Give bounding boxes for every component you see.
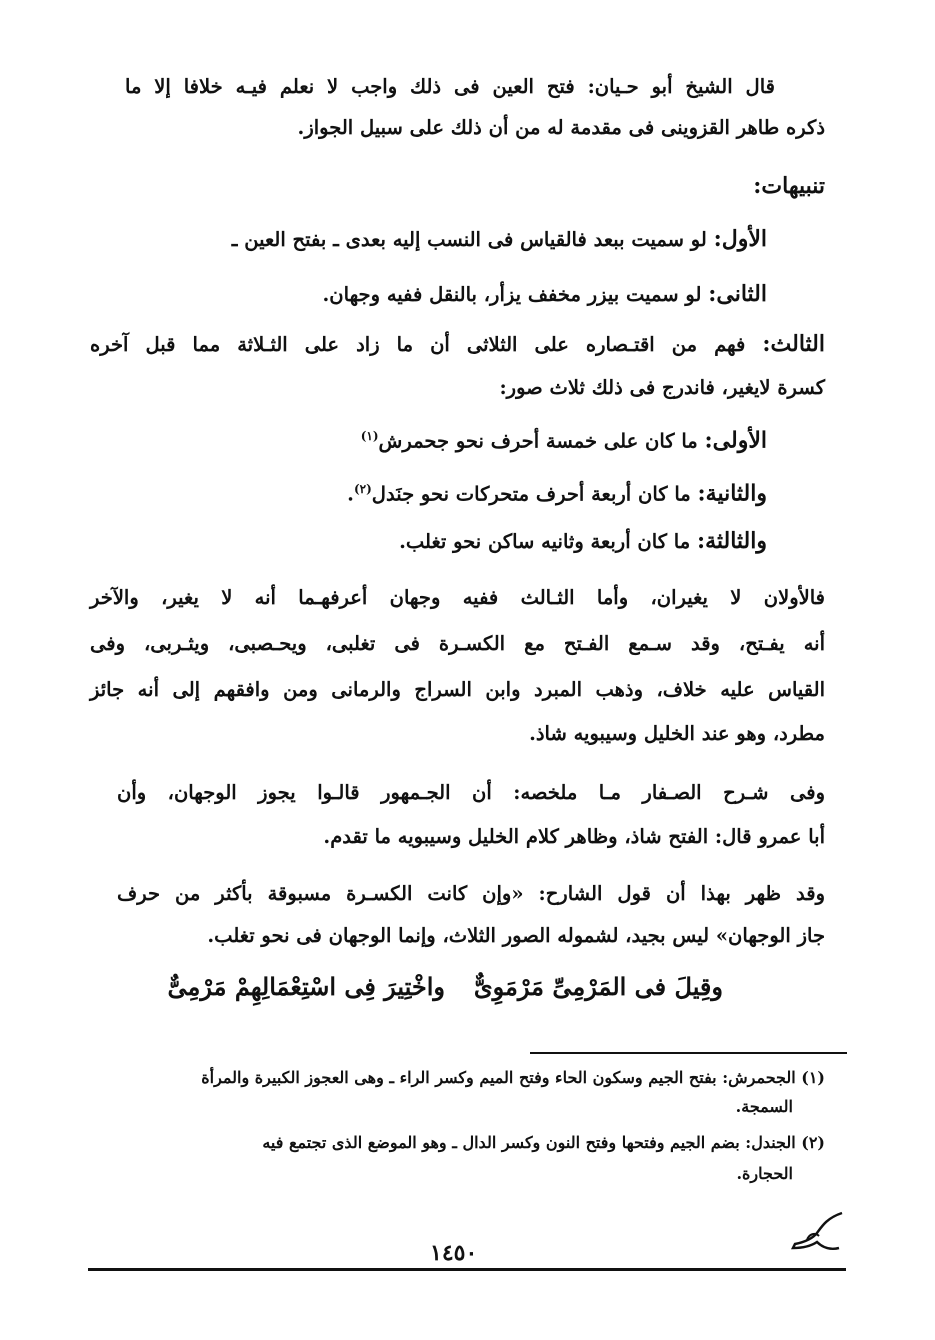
form-first-label: الأولى: bbox=[704, 427, 767, 454]
poem-left-hemistich: واخْتِيرَ فِى اسْتِعْمَالِهِمْ مَرْمِىٌّ bbox=[167, 972, 445, 1001]
note-second bbox=[323, 283, 767, 306]
form-third-text: ما كان أربعة وثانيه ساكن نحو تغلب. bbox=[399, 530, 691, 553]
para4-line2: جاز الوجهان» ليس بجيد، لشموله الصور الثلاث، وإنما الوجهان فى نحو تغلب. bbox=[207, 924, 825, 947]
note-third-label: الثالث: bbox=[762, 331, 825, 357]
para3-line1: وفى شـرح الصـفار مـا ملخصه: أن الجـمهور قالـوا يجوز الوجهان، وأن bbox=[117, 781, 825, 804]
note-second-text: لو سميت بيزر مخفف يزأر، بالنقل ففيه وجهان. bbox=[322, 283, 702, 306]
form-second-text: ما كان أربعة أحرف متحركات نحو جنَدل bbox=[371, 482, 691, 506]
footnote-1-line2: السمجة. bbox=[735, 1097, 793, 1116]
footnote-2-line2: الحجارة. bbox=[736, 1164, 793, 1183]
section-heading: تنبيهات: bbox=[753, 173, 825, 199]
para2-line1: فالأولان لا يغيران، وأما الثـالث ففيه وجهان أعرفهـما أنه لا يغير، والآخر bbox=[90, 586, 825, 609]
bottom-rule bbox=[88, 1268, 846, 1271]
form-second bbox=[347, 478, 767, 506]
form-first-footnote-ref: (١) bbox=[360, 429, 379, 443]
footnote-1-line1: (١) الجحمرش: بفتح الجيم وسكون الحاء وفتح الميم وكسر الراء ـ وهى العجوز الكبيرة والمرأة bbox=[201, 1068, 825, 1087]
form-first-text: ما كان على خمسة أحرف نحو جحمرش bbox=[378, 429, 698, 453]
form-third bbox=[399, 530, 767, 553]
para4-line1: وقد ظهر بهذا أن قول الشارح: «وإن كانت الكسـرة مسبوقة بأكثر من حرف bbox=[117, 882, 825, 905]
para1-line1: قال الشيخ أبو حـيان: فتح العين فى ذلك واجب لا نعلم فيـه خلافا إلا ما bbox=[125, 75, 775, 98]
page-number: ١٤٥٠ bbox=[430, 1240, 478, 1266]
para2-line2: أنه يفـتح، وقد سـمع الفـتح مع الكسـرة فى تغلبى، ويحـصبى، ويثـربى، وفى bbox=[90, 632, 825, 655]
footnote-separator bbox=[530, 1052, 847, 1054]
para1-line2: ذكره طاهر القزوينى فى مقدمة له من أن ذلك على سبيل الجواز. bbox=[297, 116, 825, 139]
footnote-2-line1: (٢) الجندل: بضم الجيم وفتحها وفتح النون وكسر الدال ـ وهو الموضع الذى تجتمع فيه bbox=[262, 1133, 825, 1152]
form-first bbox=[361, 425, 767, 453]
poem-right-hemistich: وقِيلَ فى المَرْمِىِّ مَرْمَوِىٌّ bbox=[473, 972, 723, 1001]
form-second-label: والثانية: bbox=[697, 480, 767, 507]
note-third bbox=[90, 333, 825, 356]
note-first-label: الأول: bbox=[713, 226, 767, 252]
note-third-continuation: كسرة لايغير، فاندرج فى ذلك ثلاث صور: bbox=[499, 376, 825, 399]
note-first-text: لو سميت ببعد فالقياس فى النسب إليه بعدى ـ بفتح العين ـ bbox=[231, 228, 707, 251]
para3-line2: أبا عمرو قال: الفتح شاذ، وظاهر كلام الخليل وسيبويه ما تقدم. bbox=[323, 825, 825, 848]
para2-line3: القياس عليه خلاف، وذهب المبرد وابن السراج والرمانى ومن وافقهم إلى أنه جائز bbox=[90, 678, 825, 701]
note-third-text: فهم من اقتـصاره على الثلاثى أن ما زاد على الثـلاثة مما قبل آخره bbox=[90, 333, 746, 356]
decorative-mark bbox=[787, 1208, 847, 1258]
note-first bbox=[232, 228, 767, 251]
note-second-label: الثانى: bbox=[708, 281, 767, 307]
calligraphy-logo-icon bbox=[787, 1208, 847, 1258]
para2-line4: مطرد، وهو عند الخليل وسيبويه شاذ. bbox=[529, 722, 825, 745]
form-second-period: . bbox=[347, 482, 354, 506]
form-second-footnote-ref: (٢) bbox=[353, 482, 372, 496]
form-third-label: والثالثة: bbox=[696, 528, 767, 554]
